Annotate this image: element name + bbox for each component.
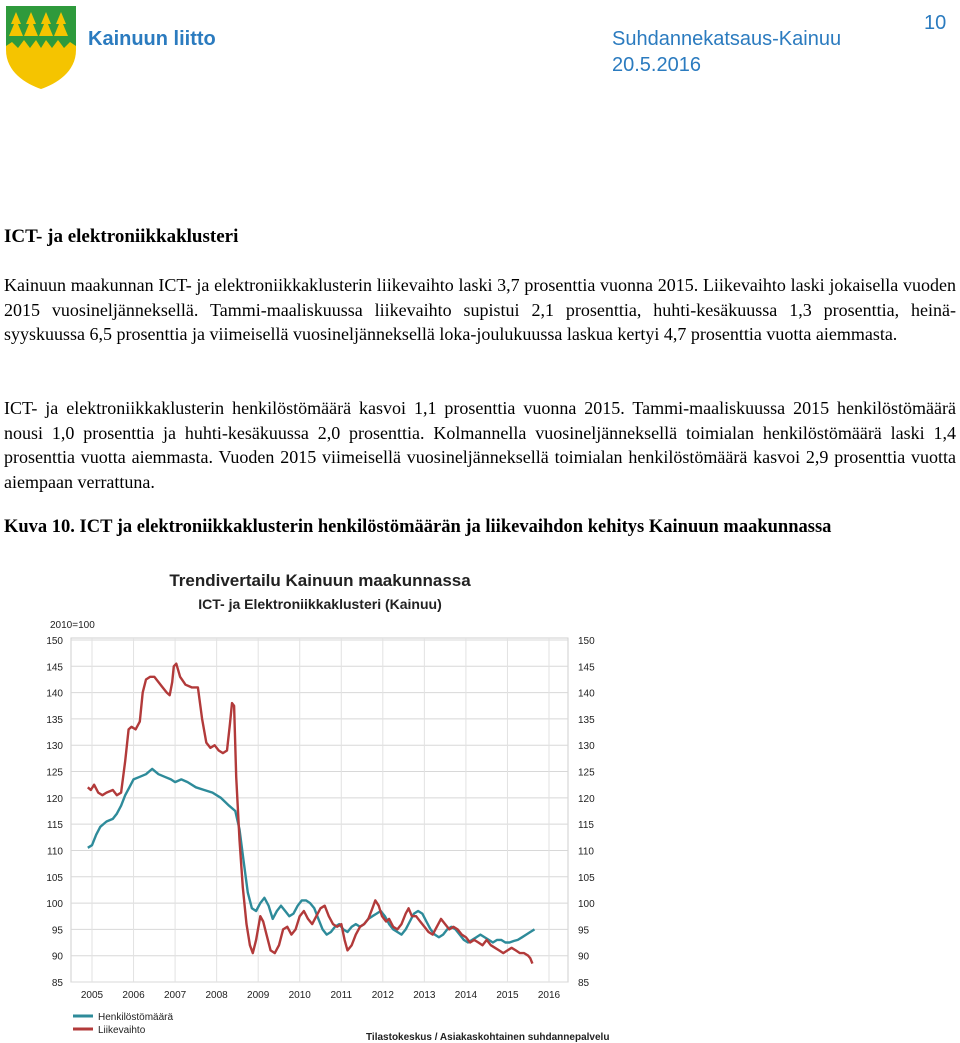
x-axis xyxy=(81,990,561,1001)
x-tick-label: 2012 xyxy=(371,990,394,1001)
y-tick-label-left: 115 xyxy=(47,820,63,832)
y-tick-label-right: 145 xyxy=(578,662,595,674)
x-tick-label: 2016 xyxy=(537,990,561,1001)
y-tick-label-left: 135 xyxy=(46,714,63,726)
legend-label-liikevaihto: Liikevaihto xyxy=(98,1025,146,1036)
y-tick-label-right: 95 xyxy=(578,925,590,937)
y-tick-label-right: 85 xyxy=(578,978,590,989)
legend-label-henkilostomaara: Henkilöstömäärä xyxy=(98,1012,174,1023)
chart-title: Trendivertailu Kainuun maakunnassa xyxy=(169,571,471,590)
section-title: ICT- ja elektroniikkaklusteri xyxy=(4,226,239,247)
y-tick-label-right: 100 xyxy=(578,899,595,911)
organization-name: Kainuun liitto xyxy=(88,28,216,50)
y-tick-label-left: 145 xyxy=(46,662,63,674)
y-tick-label-right: 125 xyxy=(578,767,595,779)
y-tick-label-left: 105 xyxy=(46,872,63,884)
x-tick-label: 2014 xyxy=(454,990,478,1001)
y-tick-label-left: 95 xyxy=(51,925,63,937)
x-tick-label: 2013 xyxy=(413,990,436,1001)
x-tick-label: 2008 xyxy=(205,990,228,1001)
coat-of-arms-logo xyxy=(4,4,78,90)
y-tick-label-left: 85 xyxy=(51,978,63,989)
y-tick-label-left: 120 xyxy=(46,793,63,805)
y-tick-label-right: 120 xyxy=(578,793,595,805)
x-tick-label: 2005 xyxy=(80,990,104,1001)
publication-title: Suhdannekatsaus-Kainuu xyxy=(612,28,842,50)
y-tick-label-right: 115 xyxy=(578,820,594,832)
x-tick-label: 2006 xyxy=(122,990,145,1001)
legend xyxy=(73,1012,173,1036)
chart-subtitle: ICT- ja Elektroniikkaklusteri (Kainuu) xyxy=(198,596,442,612)
x-tick-label: 2011 xyxy=(330,990,353,1001)
y-tick-label-left: 100 xyxy=(46,899,63,911)
y-tick-label-right: 130 xyxy=(578,741,595,753)
y-tick-label-right: 135 xyxy=(578,714,595,726)
y-tick-label-left: 150 xyxy=(46,636,63,647)
x-tick-label: 2009 xyxy=(247,990,270,1001)
paragraph-personnel: ICT- ja elektroniikkaklusterin henkilöstömäärä kasvoi 1,1 prosenttia vuonna 2015. Tammi-maaliskuussa 2015 henkilöstömäärä nousi 1,0 prosenttia ja huhti-kesäkuussa 2,0 prosenttia. Kolmannella vuosineljänneksellä toimialan henkilöstömäärä laski 1,4 prosenttia vuotta aiemmasta. Vuoden 2015 viimeisellä vuosineljänneksellä toimialan henkilöstömäärä kasvoi 2,9 prosenttia vuotta aiempaan verrattuna. xyxy=(4,398,956,492)
plot-area xyxy=(71,638,568,982)
chart-source: Tilastokeskus / Asiakaskohtainen suhdannepalvelu xyxy=(366,1032,610,1043)
y-tick-label-right: 90 xyxy=(578,951,590,963)
y-tick-label-right: 110 xyxy=(578,846,594,858)
y-tick-label-left: 130 xyxy=(46,741,63,753)
x-tick-label: 2007 xyxy=(163,990,187,1001)
y-tick-label-left: 140 xyxy=(46,688,63,700)
x-tick-label: 2010 xyxy=(288,990,311,1001)
y-tick-label-right: 140 xyxy=(578,688,595,700)
y-tick-label-right: 150 xyxy=(578,636,595,647)
publication-date: 20.5.2016 xyxy=(612,54,701,76)
y-axis-left xyxy=(46,636,63,989)
y-axis-right xyxy=(578,636,595,989)
paragraph-revenue: Kainuun maakunnan ICT- ja elektroniikkaklusterin liikevaihto laski 3,7 prosenttia vuonna 2015. Liikevaihto laski jokaisella vuoden 2015 vuosineljänneksellä. Tammi-maaliskuussa liikevaihto supistui 2,1 prosenttia, huhti-kesäkuussa 1,3 prosenttia, heinä-syyskuussa 6,5 prosenttia ja viimeisellä vuosineljänneksellä loka-joulukuussa laskua kertyi 4,7 prosenttia vuotta aiemmasta. xyxy=(4,275,956,344)
y-tick-label-left: 90 xyxy=(51,951,63,963)
y-tick-label-right: 105 xyxy=(578,872,595,884)
trend-chart xyxy=(0,560,960,1043)
x-tick-label: 2015 xyxy=(496,990,519,1001)
coat-of-arms-icon xyxy=(4,4,78,90)
figure-caption: Kuva 10. ICT ja elektroniikkaklusterin henkilöstömäärän ja liikevaihdon kehitys Kainuun maakunnassa xyxy=(4,517,832,537)
page-number: 10 xyxy=(924,12,947,34)
y-tick-label-left: 110 xyxy=(47,846,63,858)
index-base-label: 2010=100 xyxy=(50,620,95,631)
y-tick-label-left: 125 xyxy=(46,767,63,779)
